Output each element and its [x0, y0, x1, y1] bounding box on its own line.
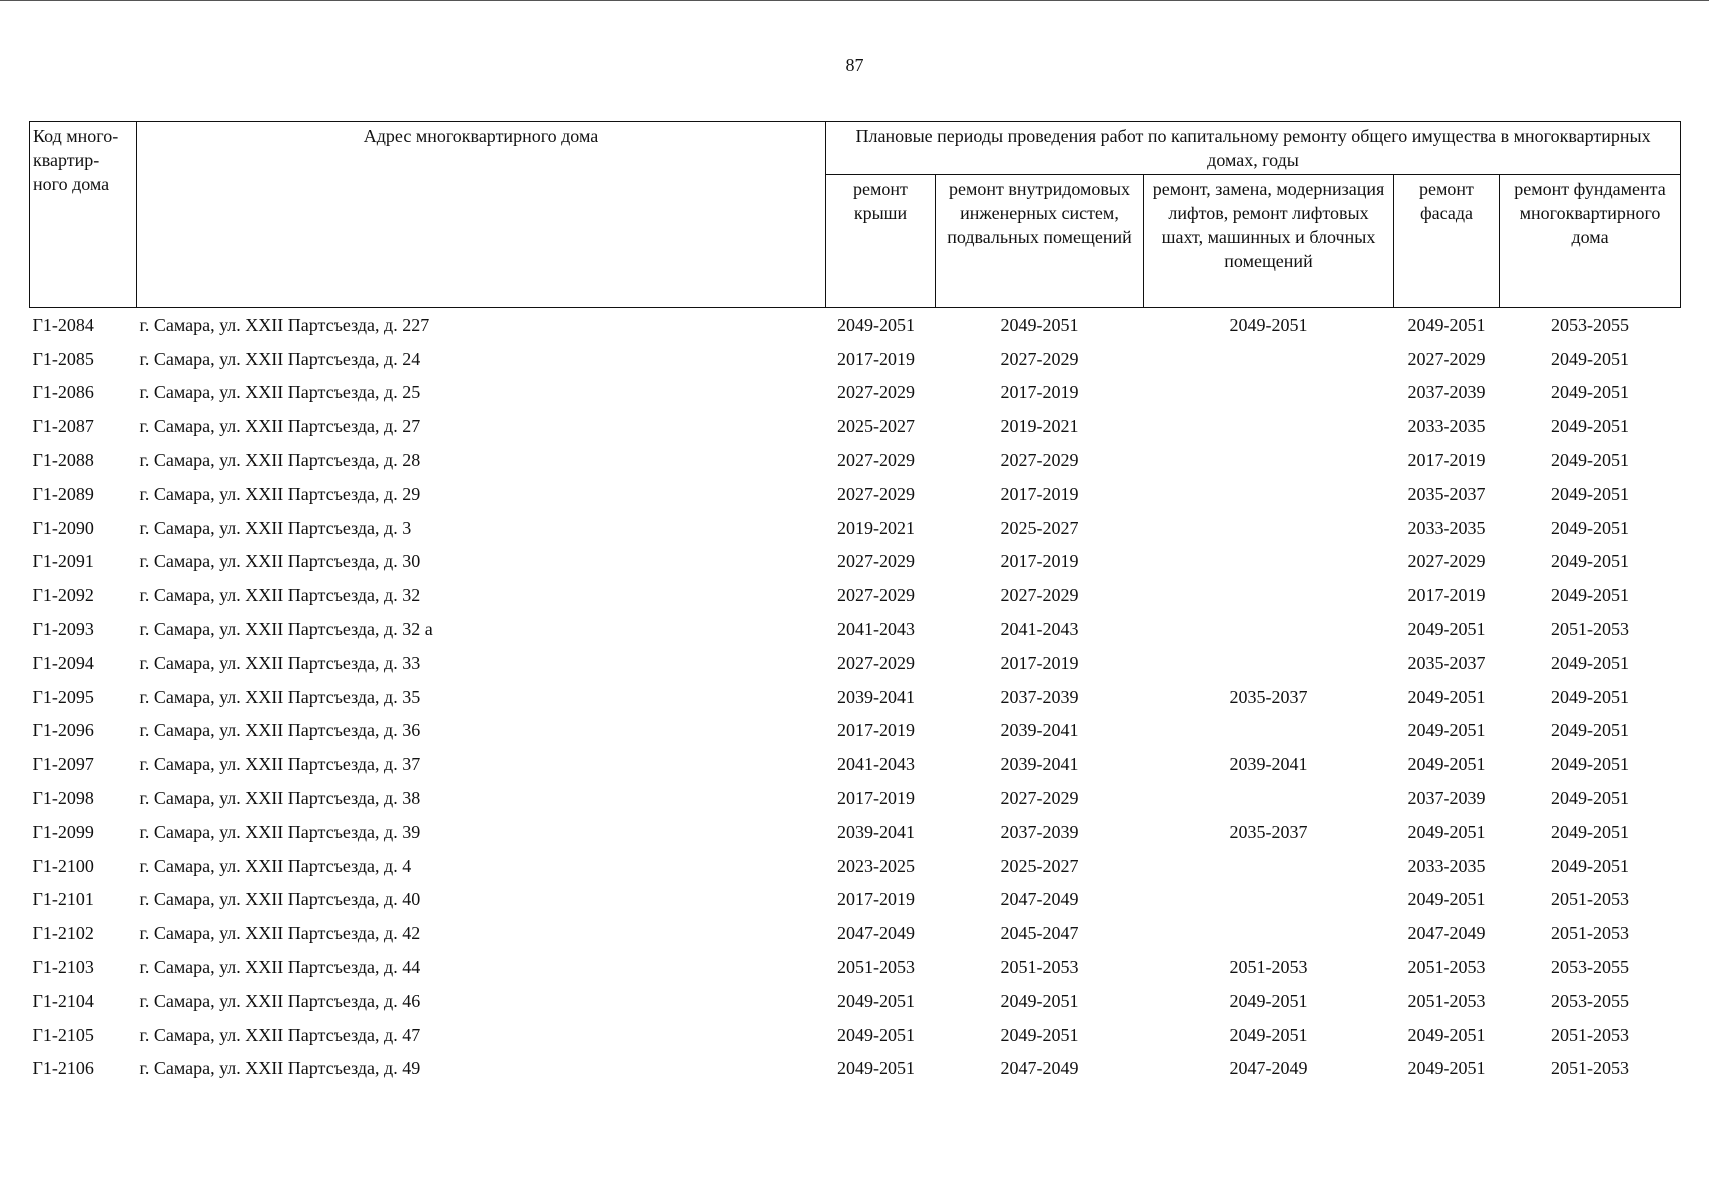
- cell-foundation: 2049-2051: [1551, 348, 1630, 369]
- cell-foundation: 2053-2055: [1551, 990, 1630, 1011]
- table-row: [30, 308, 1681, 342]
- cell-elevators: 2035-2037: [1229, 821, 1308, 842]
- cell-engineering: 2041-2043: [1000, 619, 1079, 640]
- cell-code: Г1-2087: [32, 416, 94, 437]
- cell-roof: 2017-2019: [837, 889, 915, 910]
- cell-code: Г1-2097: [32, 754, 94, 775]
- cell-code: Г1-2084: [32, 314, 94, 335]
- table-row: [30, 984, 1681, 1018]
- table-row: [30, 443, 1681, 477]
- cell-facade: 2049-2051: [1407, 821, 1486, 842]
- table-row: [30, 612, 1681, 646]
- cell-engineering: 2017-2019: [1000, 483, 1079, 504]
- cell-code: Г1-2086: [32, 382, 94, 403]
- cell-elevators: [1144, 849, 1394, 883]
- cell-facade: 2035-2037: [1407, 652, 1486, 673]
- cell-code: Г1-2101: [32, 889, 94, 910]
- cell-address: г. Самара, ул. XXII Партсъезда, д. 40: [139, 889, 421, 910]
- cell-code: Г1-2094: [32, 652, 94, 673]
- table-row: [30, 849, 1681, 883]
- table-row: [30, 646, 1681, 680]
- cell-elevators: [1144, 714, 1394, 748]
- cell-elevators: [1144, 883, 1394, 917]
- table-row: [30, 578, 1681, 612]
- cell-address: г. Самара, ул. XXII Партсъезда, д. 44: [139, 957, 421, 978]
- cell-roof: 2027-2029: [837, 382, 915, 403]
- cell-facade: 2035-2037: [1407, 483, 1486, 504]
- cell-address: г. Самара, ул. XXII Партсъезда, д. 47: [139, 1024, 421, 1045]
- cell-elevators: 2047-2049: [1229, 1058, 1308, 1079]
- cell-elevators: 2051-2053: [1229, 957, 1308, 978]
- cell-elevators: [1144, 376, 1394, 410]
- cell-code: Г1-2105: [32, 1024, 94, 1045]
- table-row: [30, 342, 1681, 376]
- cell-code: Г1-2088: [32, 450, 94, 471]
- cell-elevators: 2035-2037: [1229, 686, 1308, 707]
- cell-roof: 2027-2029: [837, 551, 915, 572]
- cell-address: г. Самара, ул. XXII Партсъезда, д. 29: [139, 483, 421, 504]
- cell-address: г. Самара, ул. XXII Партсъезда, д. 227: [139, 314, 430, 335]
- cell-engineering: 2019-2021: [1000, 416, 1079, 437]
- table-row: [30, 950, 1681, 984]
- cell-foundation: 2049-2051: [1551, 450, 1630, 471]
- cell-elevators: [1144, 781, 1394, 815]
- cell-elevators: 2049-2051: [1229, 1024, 1308, 1045]
- cell-code: Г1-2099: [32, 821, 94, 842]
- table-row: [30, 781, 1681, 815]
- cell-foundation: 2049-2051: [1551, 416, 1630, 437]
- cell-code: Г1-2091: [32, 551, 94, 572]
- cell-engineering: 2037-2039: [1000, 821, 1079, 842]
- top-rule: [0, 0, 1709, 1]
- cell-roof: 2023-2025: [837, 855, 915, 876]
- cell-foundation: 2051-2053: [1551, 923, 1630, 944]
- cell-engineering: 2025-2027: [1000, 517, 1079, 538]
- cell-roof: 2017-2019: [837, 720, 915, 741]
- cell-foundation: 2051-2053: [1551, 1024, 1630, 1045]
- cell-foundation: 2053-2055: [1551, 957, 1630, 978]
- cell-foundation: 2049-2051: [1551, 686, 1630, 707]
- page-number: 87: [845, 55, 864, 75]
- cell-engineering: 2047-2049: [1000, 889, 1079, 910]
- cell-foundation: 2049-2051: [1551, 483, 1630, 504]
- cell-engineering: 2051-2053: [1000, 957, 1079, 978]
- table-row: [30, 545, 1681, 579]
- header-roof: ремонт крыши: [826, 175, 936, 308]
- cell-elevators: [1144, 612, 1394, 646]
- cell-address: г. Самара, ул. XXII Партсъезда, д. 42: [139, 923, 421, 944]
- cell-foundation: 2051-2053: [1551, 619, 1630, 640]
- cell-foundation: 2049-2051: [1551, 382, 1630, 403]
- cell-engineering: 2039-2041: [1000, 720, 1079, 741]
- table-row: [30, 409, 1681, 443]
- header-foundation: ремонт фундамента многоквартирного дома: [1500, 175, 1681, 308]
- cell-code: Г1-2106: [32, 1058, 94, 1079]
- cell-code: Г1-2089: [32, 483, 94, 504]
- cell-address: г. Самара, ул. XXII Партсъезда, д. 4: [139, 855, 412, 876]
- cell-code: Г1-2096: [32, 720, 94, 741]
- cell-foundation: 2051-2053: [1551, 889, 1630, 910]
- cell-address: г. Самара, ул. XXII Партсъезда, д. 27: [139, 416, 421, 437]
- cell-facade: 2027-2029: [1407, 348, 1486, 369]
- cell-foundation: 2051-2053: [1551, 1058, 1630, 1079]
- cell-code: Г1-2104: [32, 990, 94, 1011]
- cell-foundation: 2049-2051: [1551, 720, 1630, 741]
- cell-facade: 2049-2051: [1407, 686, 1486, 707]
- cell-code: Г1-2085: [32, 348, 94, 369]
- cell-roof: 2049-2051: [837, 990, 915, 1011]
- cell-facade: 2049-2051: [1407, 314, 1486, 335]
- cell-roof: 2025-2027: [837, 416, 915, 437]
- cell-address: г. Самара, ул. XXII Партсъезда, д. 46: [139, 990, 421, 1011]
- cell-roof: 2039-2041: [837, 686, 915, 707]
- cell-engineering: 2027-2029: [1000, 788, 1079, 809]
- cell-address: г. Самара, ул. XXII Партсъезда, д. 39: [139, 821, 421, 842]
- cell-engineering: 2049-2051: [1000, 990, 1079, 1011]
- table-row: [30, 477, 1681, 511]
- cell-address: г. Самара, ул. XXII Партсъезда, д. 30: [139, 551, 421, 572]
- cell-facade: 2017-2019: [1407, 450, 1486, 471]
- table-row: [30, 747, 1681, 781]
- cell-roof: 2049-2051: [837, 314, 915, 335]
- cell-foundation: 2053-2055: [1551, 314, 1630, 335]
- cell-roof: 2039-2041: [837, 821, 915, 842]
- cell-roof: 2049-2051: [837, 1058, 915, 1079]
- cell-elevators: [1144, 443, 1394, 477]
- header-planned-periods: Плановые периоды проведения работ по капитальному ремонту общего имущества в многоквартирных домах, годы: [826, 122, 1681, 175]
- cell-facade: 2037-2039: [1407, 788, 1486, 809]
- cell-foundation: 2049-2051: [1551, 754, 1630, 775]
- cell-elevators: [1144, 545, 1394, 579]
- cell-facade: 2017-2019: [1407, 585, 1486, 606]
- cell-address: г. Самара, ул. XXII Партсъезда, д. 35: [139, 686, 421, 707]
- cell-foundation: 2049-2051: [1551, 788, 1630, 809]
- cell-roof: 2051-2053: [837, 957, 915, 978]
- cell-facade: 2049-2051: [1407, 889, 1486, 910]
- header-code: Код много-квартир-ного дома: [30, 122, 137, 308]
- table-row: [30, 714, 1681, 748]
- cell-facade: 2037-2039: [1407, 382, 1486, 403]
- cell-code: Г1-2095: [32, 686, 94, 707]
- cell-foundation: 2049-2051: [1551, 855, 1630, 876]
- cell-foundation: 2049-2051: [1551, 585, 1630, 606]
- cell-engineering: 2017-2019: [1000, 652, 1079, 673]
- cell-code: Г1-2092: [32, 585, 94, 606]
- cell-engineering: 2027-2029: [1000, 585, 1079, 606]
- table-row: [30, 1018, 1681, 1052]
- cell-engineering: 2037-2039: [1000, 686, 1079, 707]
- cell-code: Г1-2100: [32, 855, 94, 876]
- cell-engineering: 2017-2019: [1000, 551, 1079, 572]
- cell-engineering: 2025-2027: [1000, 855, 1079, 876]
- cell-facade: 2033-2035: [1407, 416, 1486, 437]
- cell-facade: 2049-2051: [1407, 1058, 1486, 1079]
- cell-roof: 2017-2019: [837, 788, 915, 809]
- table-row: [30, 680, 1681, 714]
- table-row: [30, 815, 1681, 849]
- cell-engineering: 2049-2051: [1000, 1024, 1079, 1045]
- cell-roof: 2019-2021: [837, 517, 915, 538]
- cell-address: г. Самара, ул. XXII Партсъезда, д. 25: [139, 382, 421, 403]
- cell-roof: 2017-2019: [837, 348, 915, 369]
- table-row: [30, 883, 1681, 917]
- cell-code: Г1-2103: [32, 957, 94, 978]
- cell-elevators: 2049-2051: [1229, 314, 1308, 335]
- cell-address: г. Самара, ул. XXII Партсъезда, д. 32: [139, 585, 421, 606]
- cell-foundation: 2049-2051: [1551, 517, 1630, 538]
- cell-roof: 2027-2029: [837, 483, 915, 504]
- cell-roof: 2027-2029: [837, 450, 915, 471]
- cell-engineering: 2045-2047: [1000, 923, 1079, 944]
- cell-roof: 2049-2051: [837, 1024, 915, 1045]
- cell-code: Г1-2098: [32, 788, 94, 809]
- cell-elevators: [1144, 342, 1394, 376]
- cell-address: г. Самара, ул. XXII Партсъезда, д. 37: [139, 754, 421, 775]
- cell-roof: 2041-2043: [837, 754, 915, 775]
- table-row: [30, 376, 1681, 410]
- cell-roof: 2027-2029: [837, 652, 915, 673]
- cell-code: Г1-2093: [32, 619, 94, 640]
- table-row: [30, 916, 1681, 950]
- header-elevators: ремонт, замена, модернизация лифтов, ремонт лифтовых шахт, машинных и блочных помещений: [1144, 175, 1394, 308]
- cell-address: г. Самара, ул. XXII Партсъезда, д. 3: [139, 517, 412, 538]
- header-engineering: ремонт внутридомовых инженерных систем, подвальных помещений: [936, 175, 1144, 308]
- cell-facade: 2027-2029: [1407, 551, 1486, 572]
- capital-repair-schedule-table: [29, 121, 1681, 1085]
- table-body: [30, 308, 1681, 1086]
- cell-facade: 2049-2051: [1407, 754, 1486, 775]
- cell-facade: 2047-2049: [1407, 923, 1486, 944]
- cell-facade: 2033-2035: [1407, 517, 1486, 538]
- cell-engineering: 2027-2029: [1000, 450, 1079, 471]
- cell-facade: 2033-2035: [1407, 855, 1486, 876]
- cell-address: г. Самара, ул. XXII Партсъезда, д. 36: [139, 720, 421, 741]
- cell-facade: 2049-2051: [1407, 619, 1486, 640]
- cell-facade: 2049-2051: [1407, 720, 1486, 741]
- cell-elevators: [1144, 409, 1394, 443]
- cell-address: г. Самара, ул. XXII Партсъезда, д. 49: [139, 1058, 421, 1079]
- cell-engineering: 2017-2019: [1000, 382, 1079, 403]
- cell-code: Г1-2090: [32, 517, 94, 538]
- header-facade: ремонт фасада: [1394, 175, 1500, 308]
- cell-engineering: 2027-2029: [1000, 348, 1079, 369]
- cell-address: г. Самара, ул. XXII Партсъезда, д. 24: [139, 348, 421, 369]
- cell-address: г. Самара, ул. XXII Партсъезда, д. 28: [139, 450, 421, 471]
- cell-engineering: 2049-2051: [1000, 314, 1079, 335]
- cell-engineering: 2047-2049: [1000, 1058, 1079, 1079]
- cell-roof: 2047-2049: [837, 923, 915, 944]
- cell-address: г. Самара, ул. XXII Партсъезда, д. 32 а: [139, 619, 433, 640]
- cell-address: г. Самара, ул. XXII Партсъезда, д. 38: [139, 788, 421, 809]
- cell-facade: 2051-2053: [1407, 990, 1486, 1011]
- cell-facade: 2049-2051: [1407, 1024, 1486, 1045]
- cell-elevators: 2049-2051: [1229, 990, 1308, 1011]
- cell-foundation: 2049-2051: [1551, 652, 1630, 673]
- table-header: [30, 122, 1681, 308]
- cell-elevators: [1144, 511, 1394, 545]
- cell-elevators: [1144, 578, 1394, 612]
- header-address: Адрес многоквартирного дома: [137, 122, 826, 308]
- cell-roof: 2041-2043: [837, 619, 915, 640]
- table-row: [30, 511, 1681, 545]
- cell-elevators: [1144, 477, 1394, 511]
- cell-roof: 2027-2029: [837, 585, 915, 606]
- cell-engineering: 2039-2041: [1000, 754, 1079, 775]
- table-row: [30, 1052, 1681, 1086]
- cell-elevators: [1144, 646, 1394, 680]
- cell-facade: 2051-2053: [1407, 957, 1486, 978]
- cell-code: Г1-2102: [32, 923, 94, 944]
- cell-foundation: 2049-2051: [1551, 551, 1630, 572]
- cell-address: г. Самара, ул. XXII Партсъезда, д. 33: [139, 652, 421, 673]
- cell-elevators: 2039-2041: [1229, 754, 1308, 775]
- cell-foundation: 2049-2051: [1551, 821, 1630, 842]
- cell-elevators: [1144, 916, 1394, 950]
